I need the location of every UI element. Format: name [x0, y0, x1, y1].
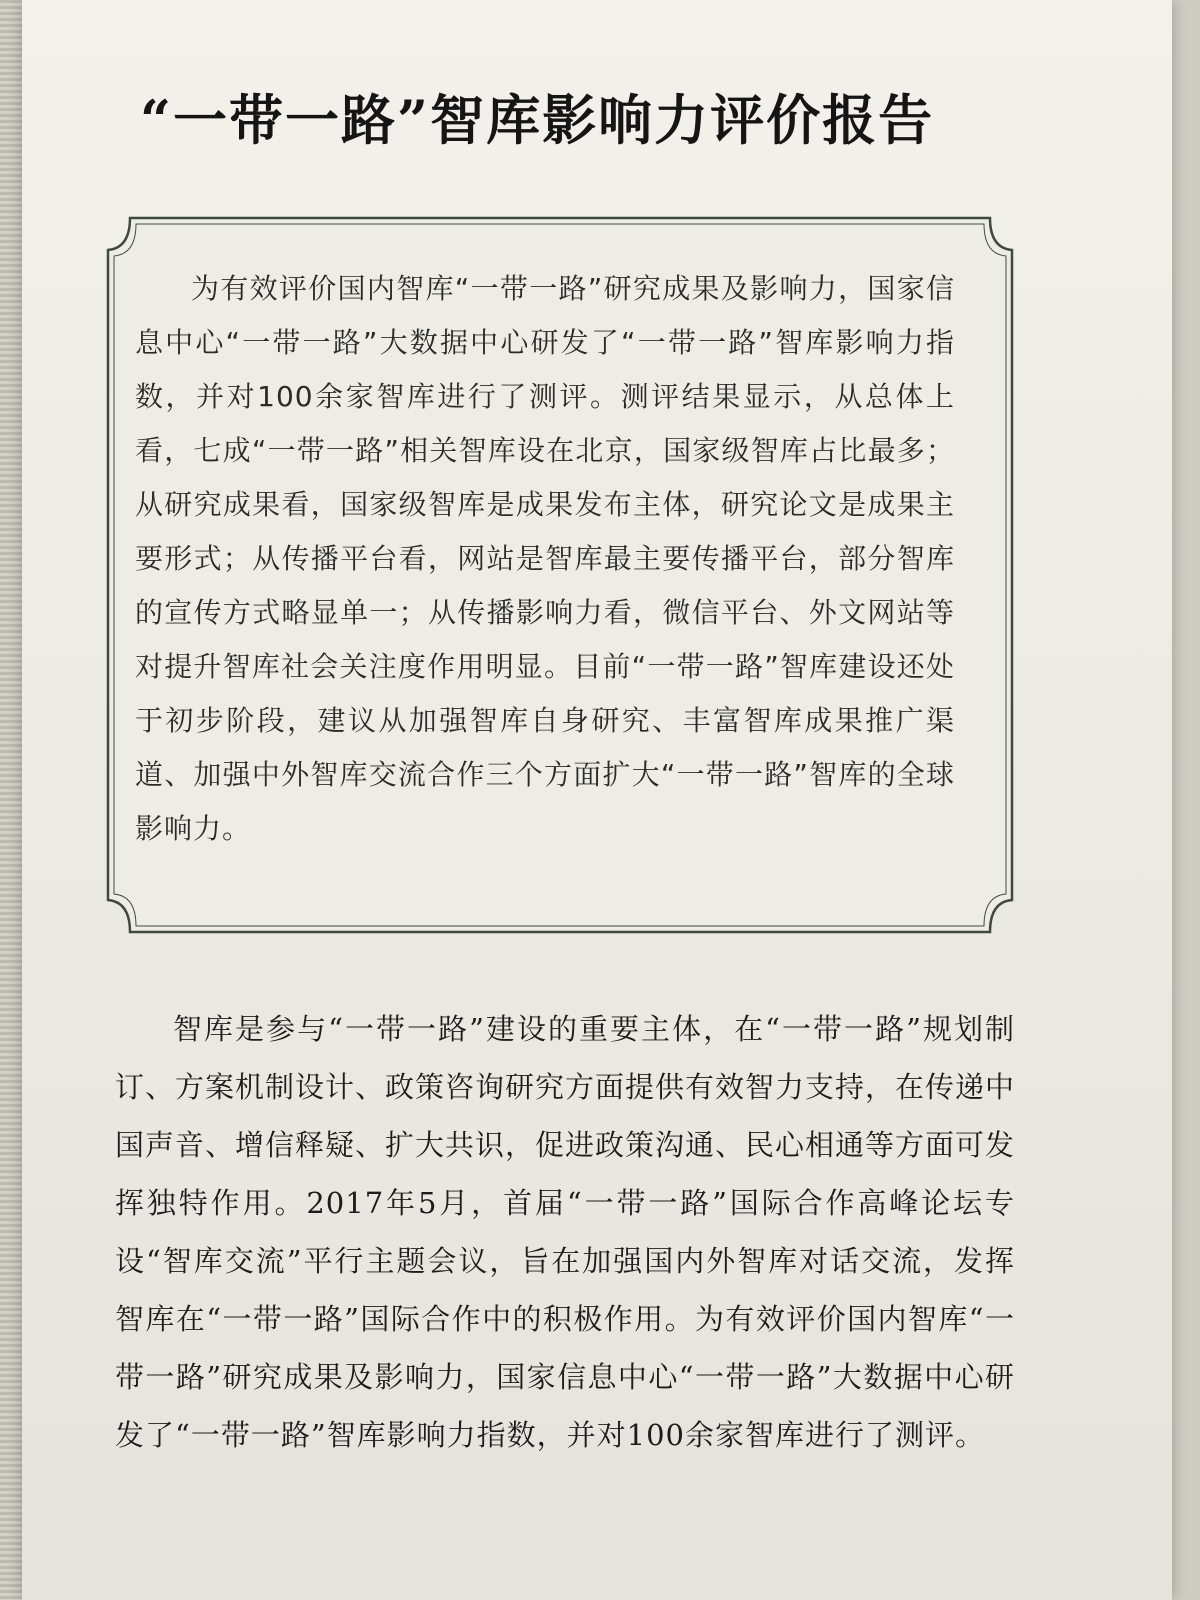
abstract-text: 为有效评价国内智库“一带一路”研究成果及影响力，国家信息中心“一带一路”大数据中心研发了“一带一路”智库影响力指数，并对100余家智库进行了测评。测评结果显示，从总体上看，七成“一带一路”相关智库设在北京，国家级智库占比最多；从研究成果看，国家级智库是成果发布主体，研究论文是成果主要形式；从传播平台看，网站是智库最主要传播平台，部分智库的宣传方式略显单一；从传播影响力看，微信平台、外文网站等对提升智库社会关注度作用明显。目前“一带一路”智库建设还处于初步阶段，建议从加强智库自身研究、丰富智库成果推广渠道、加强中外智库交流合作三个方面扩大“一带一路”智库的全球影响力。	[135, 272, 955, 845]
body-paragraph: 智库是参与“一带一路”建设的重要主体，在“一带一路”规划制订、方案机制设计、政策咨询研究方面提供有效智力支持，在传递中国声音、增信释疑、扩大共识，促进政策沟通、民心相通等方面可发挥独特作用。2017年5月，首届“一带一路”国际合作高峰论坛专设“智库交流”平行主题会议，旨在加强国内外智库对话交流，发挥智库在“一带一路”国际合作中的积极作用。为有效评价国内智库“一带一路”研究成果及影响力，国家信息中心“一带一路”大数据中心研发了“一带一路”智库影响力指数，并对100余家智库进行了测评。	[115, 1012, 1016, 1452]
page-title: “一带一路”智库影响力评价报告	[140, 88, 935, 152]
adjacent-page-edge	[0, 0, 22, 1600]
